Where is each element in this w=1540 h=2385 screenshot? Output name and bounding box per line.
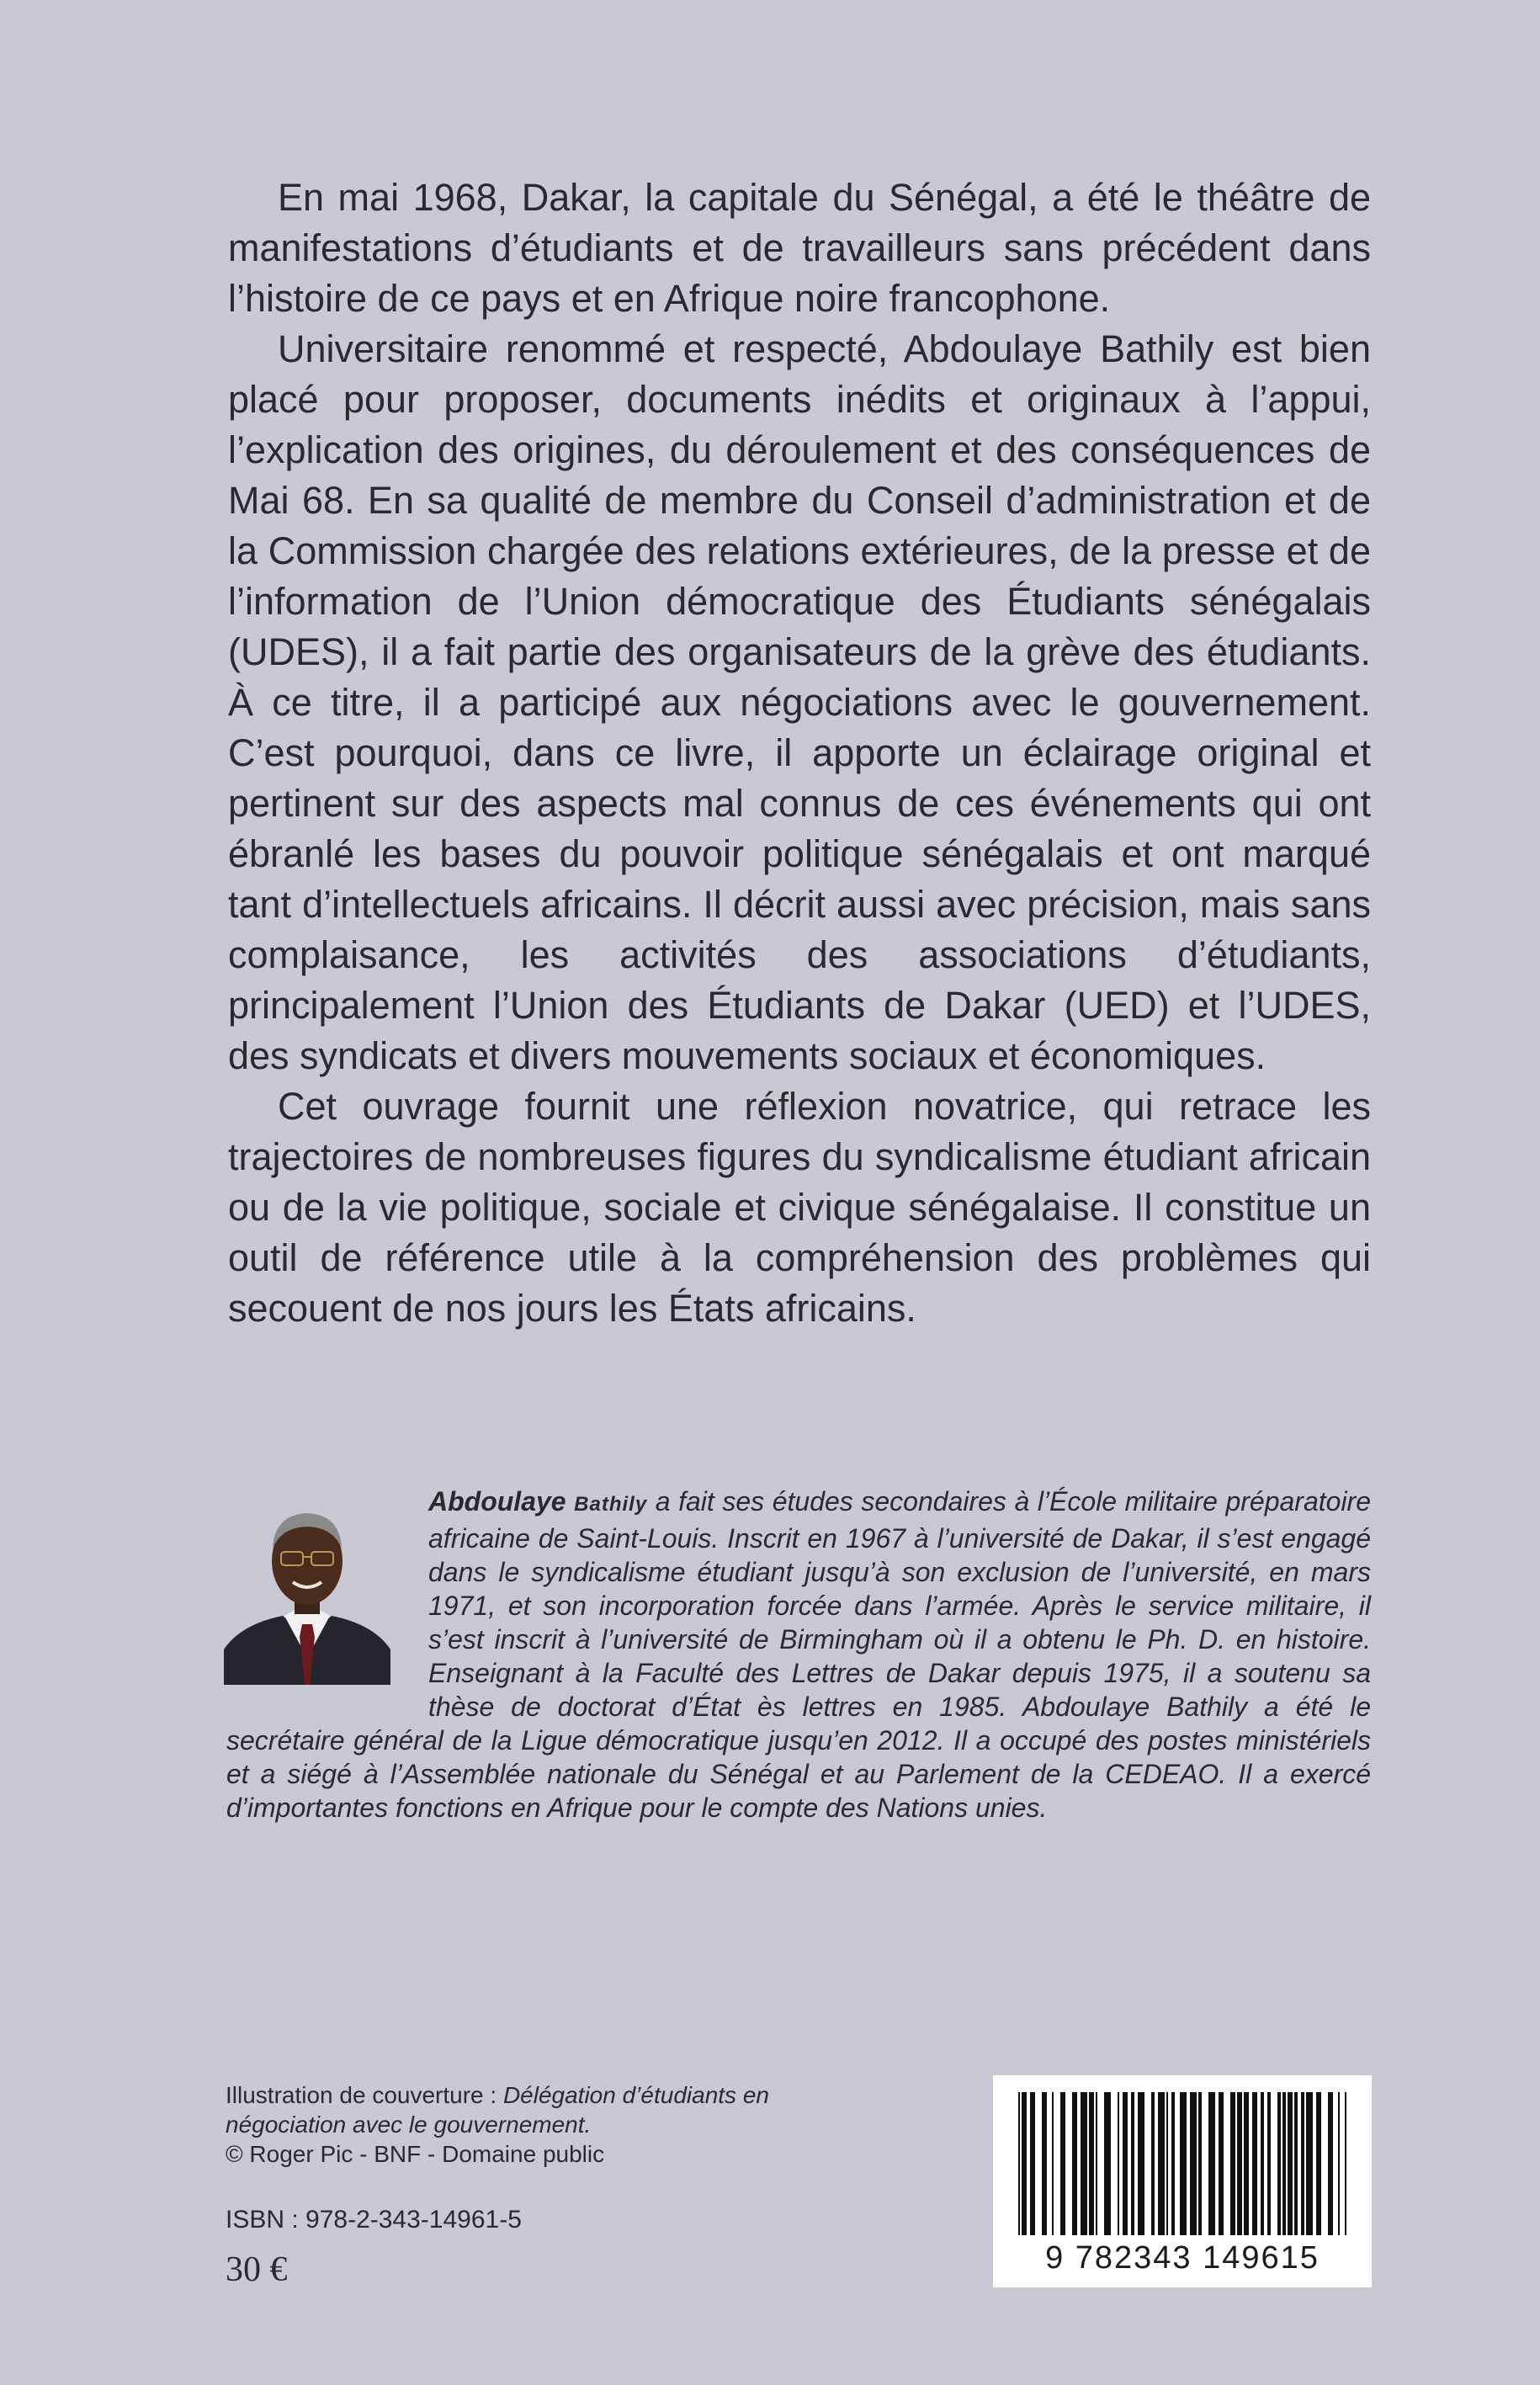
barcode-bar [1244,2092,1249,2235]
price: 30 € [226,2250,288,2289]
barcode-bar [1089,2092,1094,2235]
barcode-bar [1198,2092,1202,2235]
barcode-bar [1072,2092,1077,2235]
credits-title: Délégation d’étudiants en négociation avec le gouvernement. [226,2082,769,2138]
barcode [993,2075,1372,2287]
barcode-bars [993,2075,1372,2244]
barcode-bar [1123,2092,1128,2235]
barcode-bar [1096,2092,1097,2235]
barcode-bar [1166,2092,1168,2235]
author-bio-text: a fait ses études secondaires à l’École militaire préparatoire africaine de Saint-Louis. Inscrit en 1967 à l’université de Dakar, il s’est engagé dans le syndicalisme étudiant jusqu’à son exclusion de l’université, en mars 1971, et son incorporation forcée dans l’armée. Après le service militaire, il s’est inscrit à l’université de Birmingham où il a obtenu le Ph. D. en histoire. Enseignant à la Faculté des Lettres de Dakar depuis 1975, il a soutenu sa thèse de doctorat d’État ès lettres en 1985. Abdoulaye Bathily a été le secrétaire général de la Ligue démocratique jusqu’en 2012. Il a occupé des postes ministériels et a siégé à l’Assemblée nationale du Sénégal et au Parlement de la CEDEAO. Il a exercé d’importantes fonctions en Afrique pour le compte des Nations unies. [226,1486,1372,1823]
barcode-bar [1042,2092,1047,2235]
author-last-name: Bathily [574,1493,648,1516]
barcode-bar [1219,2092,1224,2235]
summary-paragraph: Universitaire renommé et respecté, Abdoulaye Bathily est bien placé pour proposer, documents inédits et originaux à l’appui, l’explication des origines, du déroulement et des conséquences de Mai 68. En sa qualité de membre du Conseil d’administration et de la Commission chargée des relations extérieures, de la presse et de l’information de l’Union démocratique des Étudiants sénégalais (UDES), il a fait partie des organisateurs de la grève des étudiants. À ce titre, il a participé aux négociations avec le gouvernement. C’est pourquoi, dans ce livre, il apporte un éclairage original et pertinent sur des aspects mal connus de ces événements qui ont ébranlé les bases du pouvoir politique sénégalais et ont marqué tant d’intellectuels africains. Il décrit aussi avec précision, mais sans complaisance, les activités des associations d’étudiants, principalement l’Union des Étudiants de Dakar (UED) et l’UDES, des syndicats et divers mouvements sociaux et économiques. [228,327,1371,1077]
barcode-bar [1208,2092,1215,2235]
author-first-name: Abdoulaye [428,1486,575,1517]
isbn: ISBN : 978-2-343-14961-5 [226,2206,522,2234]
barcode-bar [1277,2092,1281,2235]
barcode-bar [1022,2092,1027,2235]
barcode-bar [1230,2092,1235,2235]
summary-paragraph: Cet ouvrage fournit une réflexion novatrice, qui retrace les trajectoires de nombreuses figures du syndicalisme étudiant africain ou de la vie politique, sociale et civique sénégalaise. Il constitue un outil de référence utile à la compréhension des problèmes qui secouent de nos jours les États africains. [228,1085,1371,1330]
barcode-bar [1345,2092,1346,2235]
credits-label: Illustration de couverture : [226,2082,503,2108]
barcode-bar [1081,2092,1087,2235]
barcode-bar [1282,2092,1286,2235]
barcode-bar [1328,2092,1333,2235]
summary-paragraph: En mai 1968, Dakar, la capitale du Sénégal, a été le théâtre de manifestations d’étudiants et de travailleurs sans précédent dans l’histoire de ce pays et en Afrique noire francophone. [228,176,1371,320]
barcode-bar [1306,2092,1313,2235]
barcode-bar [1237,2092,1242,2235]
barcode-bar [1158,2092,1165,2235]
barcode-bar [1104,2092,1111,2235]
barcode-bar [1030,2092,1035,2235]
barcode-bar [1131,2092,1134,2235]
barcode-digits: 9 782343 149615 [1045,2240,1320,2276]
barcode-bar [1261,2092,1264,2235]
barcode-bar [1180,2092,1187,2235]
barcode-bar [1316,2092,1321,2235]
barcode-bar [1151,2092,1155,2235]
barcode-bar [1301,2092,1304,2235]
barcode-bar [1018,2092,1020,2235]
barcode-bar [1060,2092,1065,2235]
cover-credits [226,2080,831,2169]
barcode-bar [1288,2092,1293,2235]
barcode-bar [1267,2092,1271,2235]
barcode-bar [1052,2092,1054,2235]
barcode-bar [1118,2092,1119,2235]
barcode-bar [1190,2092,1197,2235]
barcode-bar [1252,2092,1257,2235]
barcode-bar [1294,2092,1298,2235]
barcode-bar [1171,2092,1175,2235]
author-biography [226,1485,1371,1825]
credits-copyright: © Roger Pic - BNF - Domaine public [226,2141,605,2167]
barcode-bar [1338,2092,1340,2235]
barcode-bar [1138,2092,1144,2235]
back-cover-summary [228,173,1371,1334]
